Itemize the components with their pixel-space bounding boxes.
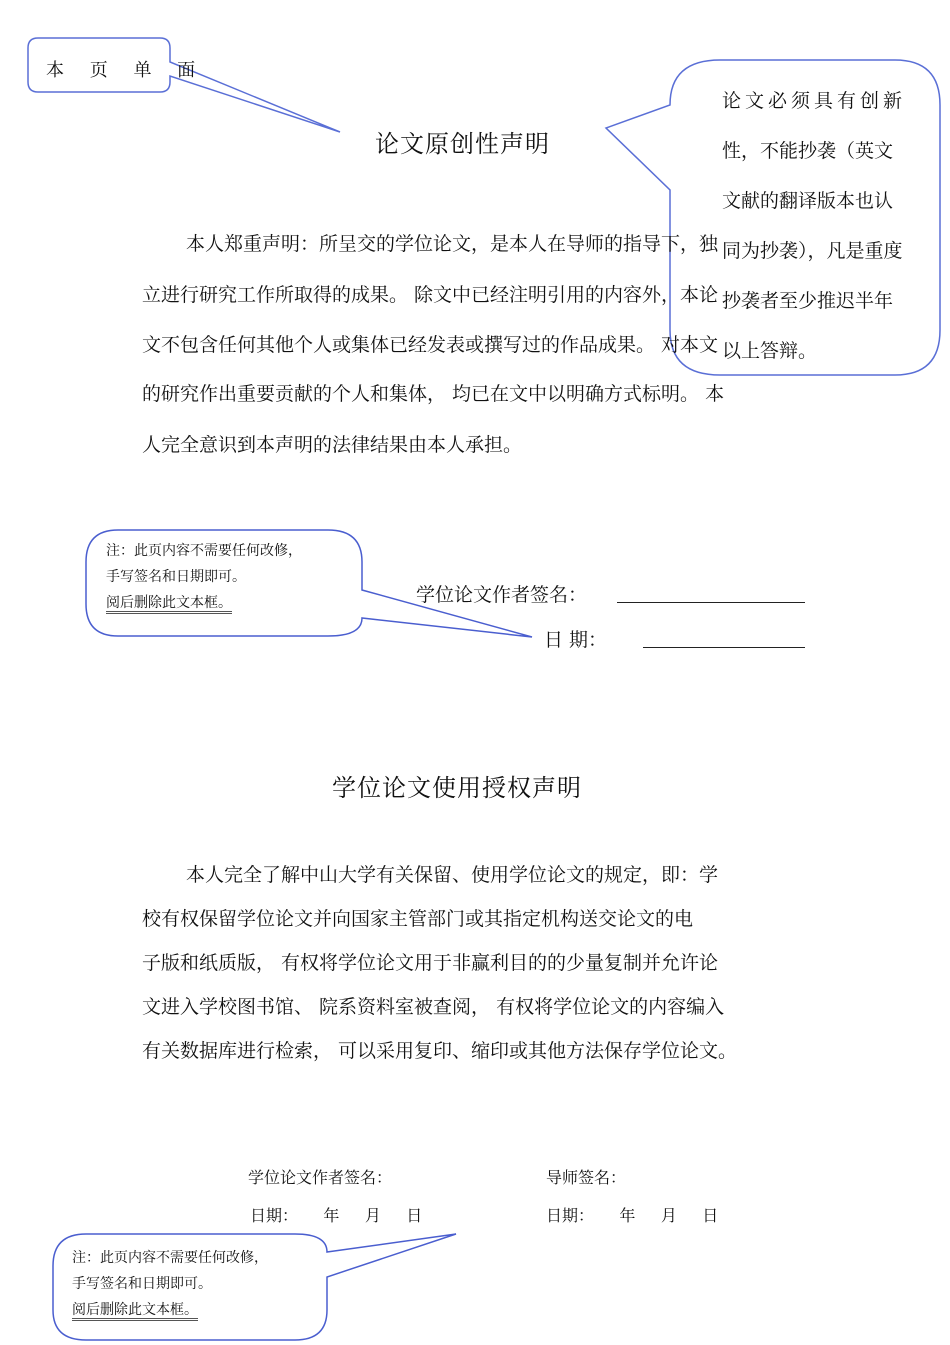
right-callout-line-4: 同为抄袭），凡是重度 [722,240,903,262]
authorization-title: 学位论文使用授权声明 [332,774,582,802]
originality-line-5: 人完全意识到本声明的法律结果由本人承担。 [142,434,523,456]
note-2-line-1: 注：此页内容不需要任何改修， [72,1250,268,1266]
authorization-line-1: 本人完全了解中山大学有关保留、使用学位论文的规定，即：学 [186,864,719,886]
right-callout-text [722,76,906,376]
authorization-line-5: 有关数据库进行检索， 可以采用复印、缩印或其他方法保存学位论文。 [142,1040,738,1062]
originality-line-1: 本人郑重声明：所呈交的学位论文，是本人在导师的指导下，独 [186,233,719,255]
originality-line-2: 立进行研究工作所取得的成果。 除文中已经注明引用的内容外，本论 [142,284,719,306]
supervisor-date: 日期： 年 月 日 [546,1206,719,1225]
right-callout-line-5: 抄袭者至少推迟半年 [722,290,894,312]
authorization-line-3: 子版和纸质版， 有权将学位论文用于非赢利目的的少量复制并允许论 [142,952,719,974]
note-1-line-2: 手写签名和日期即可。 [106,569,246,585]
authorization-line-4: 文进入学校图书馆、 院系资料室被查阅， 有权将学位论文的内容编入 [142,996,725,1018]
originality-title: 论文原创性声明 [375,130,550,158]
right-callout-line-3: 文献的翻译版本也认 [722,190,894,212]
note-1-line-1: 注：此页内容不需要任何改修， [106,543,302,559]
right-callout-line-1: 论文必须具有创新 [722,90,907,112]
originality-date-label: 日 期： [544,629,608,651]
note-2-line-2: 手写签名和日期即可。 [72,1276,212,1292]
authorization-author-date: 日期： 年 月 日 [250,1206,423,1225]
note-callout-1-text [106,538,302,616]
supervisor-signature-label: 导师签名： [546,1168,627,1187]
authorization-author-signature-label: 学位论文作者签名： [248,1168,393,1187]
note-1-line-3: 阅后删除此文本框。 [106,595,232,614]
single-side-tag: 本 页 单 面 [46,60,206,81]
note-callout-2-text [72,1245,268,1323]
originality-author-signature-label: 学位论文作者签名： [416,584,588,606]
right-callout-line-2: 性，不能抄袭（英文 [722,140,894,162]
authorization-line-2: 校有权保留学位论文并向国家主管部门或其指定机构送交论文的电 [142,908,694,930]
note-2-line-3: 阅后删除此文本框。 [72,1302,198,1321]
originality-author-signature-line[interactable] [617,602,805,603]
right-callout-line-6: 以上答辩。 [722,340,818,362]
originality-line-4: 的研究作出重要贡献的个人和集体， 均已在文中以明确方式标明。 本 [142,383,725,405]
tag-callout-shape [28,38,340,132]
originality-line-3: 文不包含任何其他个人或集体已经发表或撰写过的作品成果。 对本文 [142,334,719,356]
originality-date-line[interactable] [643,647,805,648]
